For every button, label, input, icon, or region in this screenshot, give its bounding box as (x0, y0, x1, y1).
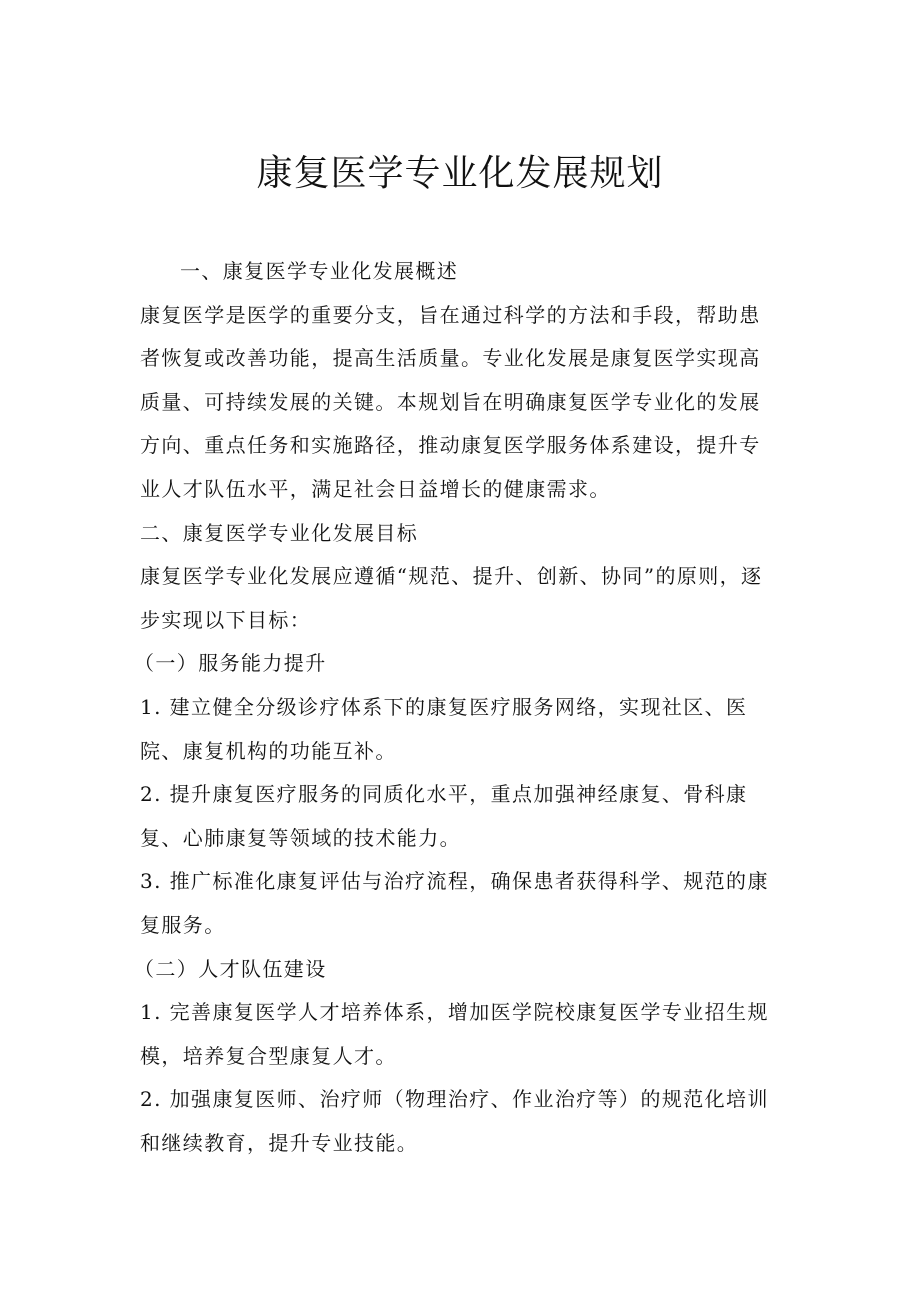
section-2-heading: 二、康复医学专业化发展目标 (140, 520, 419, 545)
list-item: 2. 加强康复医师、治疗师（物理治疗、作业治疗等）的规范化培训和继续教育，提升专业技能。 (140, 1087, 769, 1155)
list-item: 1. 建立健全分级诊疗体系下的康复医疗服务网络，实现社区、医院、康复机构的功能互补。 (140, 694, 748, 763)
section-1-heading: 一、康复医学专业化发展概述 (180, 259, 459, 283)
section-2-paragraph: 康复医学专业化发展应遵循“规范、提升、创新、协同”的原则，逐步实现以下目标： (140, 564, 763, 632)
section-1-paragraph: 康复医学是医学的重要分支，旨在通过科学的方法和手段，帮助患者恢复或改善功能，提高生活质量。专业化发展是康复医学实现高质量、可持续发展的关键。本规划旨在明确康复医学专业化的发展方向、重点任务和实施路径，推动康复医学服务体系建设，提升专业人才队伍水平，满足社会日益增长的健康需求。 (140, 302, 761, 501)
list-item: 2. 提升康复医疗服务的同质化水平，重点加强神经康复、骨科康复、心肺康复等领域的技术能力。 (140, 782, 748, 850)
document-title: 康复医学专业化发展规划 (256, 153, 664, 194)
list-item: 3. 推广标准化康复评估与治疗流程，确保患者获得科学、规范的康复服务。 (140, 869, 769, 937)
subsection-1-heading: （一）服务能力提升 (134, 651, 327, 676)
list-item: 1. 完善康复医学人才培养体系，增加医学院校康复医学专业招生规模，培养复合型康复人才。 (140, 1000, 769, 1068)
subsection-2-heading: （二）人才队伍建设 (134, 956, 327, 981)
document-body (134, 250, 780, 1165)
